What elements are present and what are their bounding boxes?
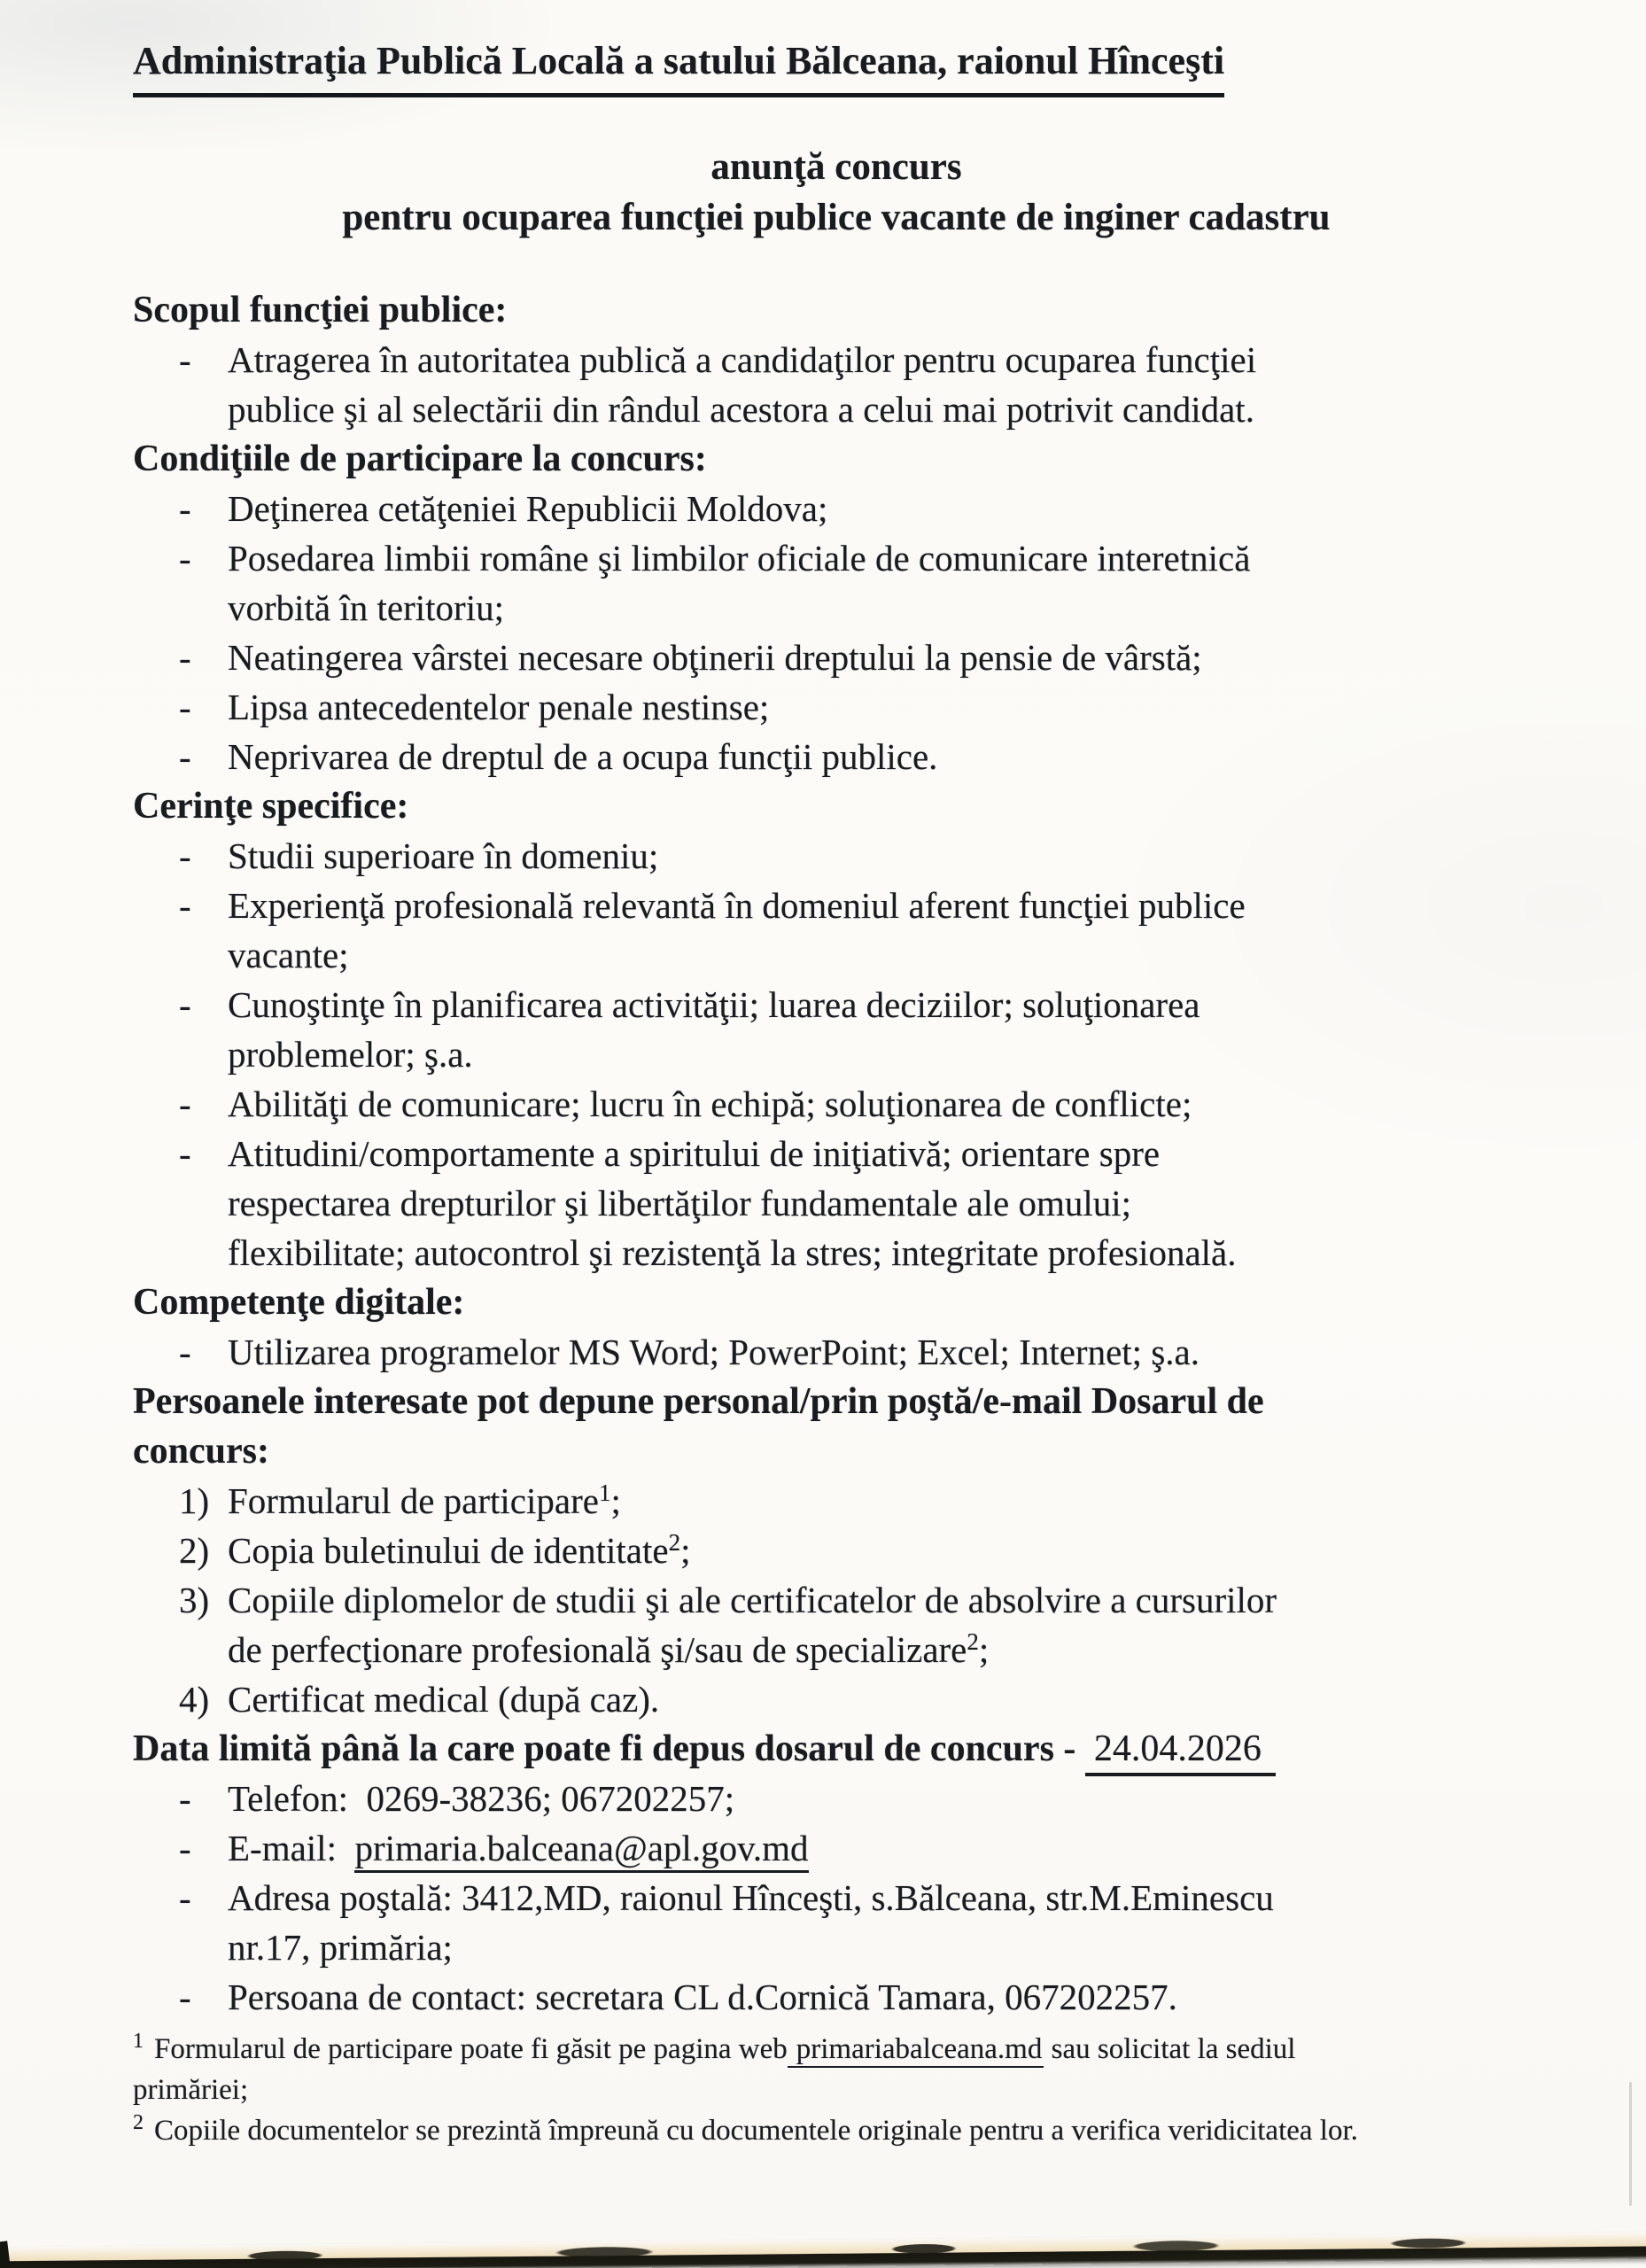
- bullet-marker: -: [179, 538, 191, 579]
- list-item: [133, 633, 1540, 682]
- list-item-line: Neatingerea vârstei necesare obţinerii dreptului la pensie de vârstă;: [228, 637, 1202, 678]
- contact-line: nr.17, primăria;: [228, 1927, 453, 1968]
- bullet-marker: -: [179, 984, 191, 1025]
- contact-line: Telefon: 0269-38236; 067202257;: [228, 1778, 735, 1819]
- numbered-item-line: Certificat medical (după caz).: [228, 1679, 660, 1720]
- list-item: [133, 533, 1540, 633]
- section-heading-conditions: Condiţiile de participare la concurs:: [133, 439, 707, 479]
- contact-item-person: [133, 1972, 1540, 2022]
- bullet-marker: -: [179, 488, 191, 529]
- email-link: primaria.balceana@apl.gov.md: [354, 1828, 808, 1873]
- bullet-marker: -: [179, 835, 191, 876]
- numbered-item: [133, 1526, 1540, 1575]
- numbered-item: [133, 1476, 1540, 1526]
- bullet-marker: -: [179, 339, 191, 380]
- footnote-line: primăriei;: [133, 2074, 249, 2106]
- list-item-line: respectarea drepturilor şi libertăţilor fundamentale ale omului;: [228, 1183, 1132, 1223]
- numbered-item-line: Formularul de participare1;: [228, 1480, 621, 1521]
- contact-line: [228, 1823, 1540, 1873]
- list-item-line: Abilităţi de comunicare; lucru în echipă; soluţionarea de conflicte;: [228, 1084, 1192, 1124]
- contact-item-email: [133, 1823, 1540, 1873]
- numbered-item-line: Copia buletinului de identitate2;: [228, 1529, 691, 1571]
- list-item-line: Experienţă profesională relevantă în domeniul aferent funcţiei publice: [228, 885, 1246, 926]
- list-item: [133, 682, 1540, 732]
- footnote-text: Copiile documentelor se prezintă împreună cu documentele originale pentru a verifica veridicitatea lor.: [154, 2115, 1358, 2147]
- list-item: [133, 980, 1540, 1079]
- list-item-line: Deţinerea cetăţeniei Republicii Moldova;: [228, 488, 828, 529]
- contact-line: Adresa poştală: 3412,MD, raionul Hînceşti, s.Bălceana, str.M.Eminescu: [228, 1877, 1274, 1918]
- numbered-item-text: Formularul de participare: [228, 1480, 599, 1521]
- numbered-item-text: ;: [978, 1629, 990, 1670]
- scan-corner-artifact: [0, 2241, 11, 2268]
- scan-streak-artifact: [1629, 2082, 1632, 2206]
- footnote-line: 1 Formularul de participare poate fi găsit pe pagina web primariabalceana.md sau solicitat la sediul: [133, 2029, 1540, 2070]
- list-item-line: Posedarea limbii române şi limbilor oficiale de comunicare interetnică: [228, 538, 1251, 579]
- contact-line: Persoana de contact: secretara CL d.Cornică Tamara, 067202257.: [228, 1977, 1177, 2017]
- numbered-item-text: ;: [610, 1480, 621, 1521]
- bullet-marker: -: [179, 1977, 191, 2017]
- bullet-marker: -: [179, 687, 191, 727]
- web-link: primariabalceana.md: [788, 2033, 1044, 2068]
- bullet-marker: -: [179, 1828, 191, 1868]
- number-marker: 4): [179, 1679, 210, 1720]
- scan-bottom-edge: [0, 2232, 1646, 2268]
- number-marker: 2): [179, 1530, 210, 1571]
- bullet-marker: -: [179, 637, 191, 678]
- deadline-line: [133, 1724, 1540, 1774]
- list-item: [133, 1129, 1540, 1278]
- bullet-marker: -: [179, 1084, 191, 1124]
- deadline-label: Data limită până la care poate fi depus dosarul de concurs -: [133, 1728, 1085, 1769]
- list-item-line: problemelor; ş.a.: [228, 1034, 473, 1075]
- bullet-marker: -: [179, 1778, 191, 1819]
- section-heading-dossier-line2: concurs:: [133, 1431, 269, 1472]
- list-item-line: vacante;: [228, 935, 349, 975]
- list-item-line: Cunoştinţe în planificarea activităţii; luarea deciziilor; soluţionarea: [228, 984, 1200, 1025]
- bullet-marker: -: [179, 885, 191, 926]
- bullet-marker: -: [179, 1332, 191, 1372]
- list-item-line: vorbită în teritoriu;: [228, 587, 504, 628]
- bullet-marker: -: [179, 1133, 191, 1174]
- list-item-line: Atitudini/comportamente a spiritului de iniţiativă; orientare spre: [228, 1133, 1161, 1174]
- list-item-line: Neprivarea de dreptul de a ocupa funcţii publice.: [228, 736, 938, 777]
- list-item-line: Lipsa antecedentelor penale nestinse;: [228, 687, 770, 727]
- numbered-item-line: de perfecţionare profesională şi/sau de specializare2;: [228, 1628, 990, 1670]
- list-item: [133, 881, 1540, 980]
- document-header: [133, 35, 1540, 97]
- contact-item-address: [133, 1873, 1540, 1972]
- list-item-line: flexibilitate; autocontrol şi rezistenţă la stres; integritate profesională.: [228, 1232, 1237, 1273]
- bullet-marker: -: [179, 736, 191, 777]
- deadline-date: 24.04.2026: [1085, 1728, 1276, 1776]
- section-heading-requirements: Cerinţe specifice:: [133, 786, 409, 827]
- list-item-line: publice şi al selectării din rândul acestora a celui mai potrivit candidat.: [228, 389, 1254, 430]
- number-marker: 1): [179, 1480, 210, 1521]
- numbered-item-text: Copia buletinului de identitate: [228, 1530, 669, 1571]
- list-item: [133, 831, 1540, 881]
- list-item-line: Studii superioare în domeniu;: [228, 835, 659, 876]
- position-line: pentru ocuparea funcţiei publice vacante de inginer cadastru: [342, 197, 1331, 238]
- list-item: [133, 1079, 1540, 1129]
- list-item-line: Atragerea în autoritatea publică a candidaţilor pentru ocuparea funcţiei: [228, 339, 1257, 380]
- footnote-line: 2 Copiile documentelor se prezintă împreună cu documentele originale pentru a verifica veridicitatea lor.: [133, 2111, 1358, 2147]
- announcement-line: anunţă concurs: [710, 146, 962, 188]
- bullet-marker: -: [179, 1877, 191, 1918]
- section-heading-digital: Competenţe digitale:: [133, 1282, 465, 1323]
- section-heading-dossier: Persoanele interesate pot depune personal/prin poştă/e-mail Dosarul de: [133, 1381, 1264, 1422]
- email-label: E-mail:: [228, 1828, 355, 1868]
- list-item: [133, 484, 1540, 533]
- contact-item-phone: [133, 1774, 1540, 1823]
- list-item: [133, 732, 1540, 781]
- document-title: Administraţia Publică Locală a satului Bălceana, raionul Hînceşti: [133, 35, 1224, 97]
- numbered-item-line: Copiile diplomelor de studii şi ale certificatelor de absolvire a cursurilor: [228, 1580, 1277, 1620]
- footnote-text: Formularul de participare poate fi găsit pe pagina web: [154, 2033, 788, 2065]
- numbered-item-text: ;: [680, 1530, 691, 1571]
- list-item: [133, 335, 1540, 434]
- section-heading-scope: Scopul funcţiei publice:: [133, 290, 508, 330]
- numbered-item: [133, 1674, 1540, 1724]
- footnotes: [133, 2029, 1540, 2151]
- numbered-item-text: de perfecţionare profesională şi/sau de specializare: [228, 1629, 967, 1670]
- footnote-text: sau solicitat la sediul: [1044, 2033, 1296, 2065]
- number-marker: 3): [179, 1580, 210, 1620]
- numbered-item: [133, 1575, 1540, 1674]
- list-item-line: Utilizarea programelor MS Word; PowerPoint; Excel; Internet; ş.a.: [228, 1332, 1200, 1372]
- list-item: [133, 1327, 1540, 1377]
